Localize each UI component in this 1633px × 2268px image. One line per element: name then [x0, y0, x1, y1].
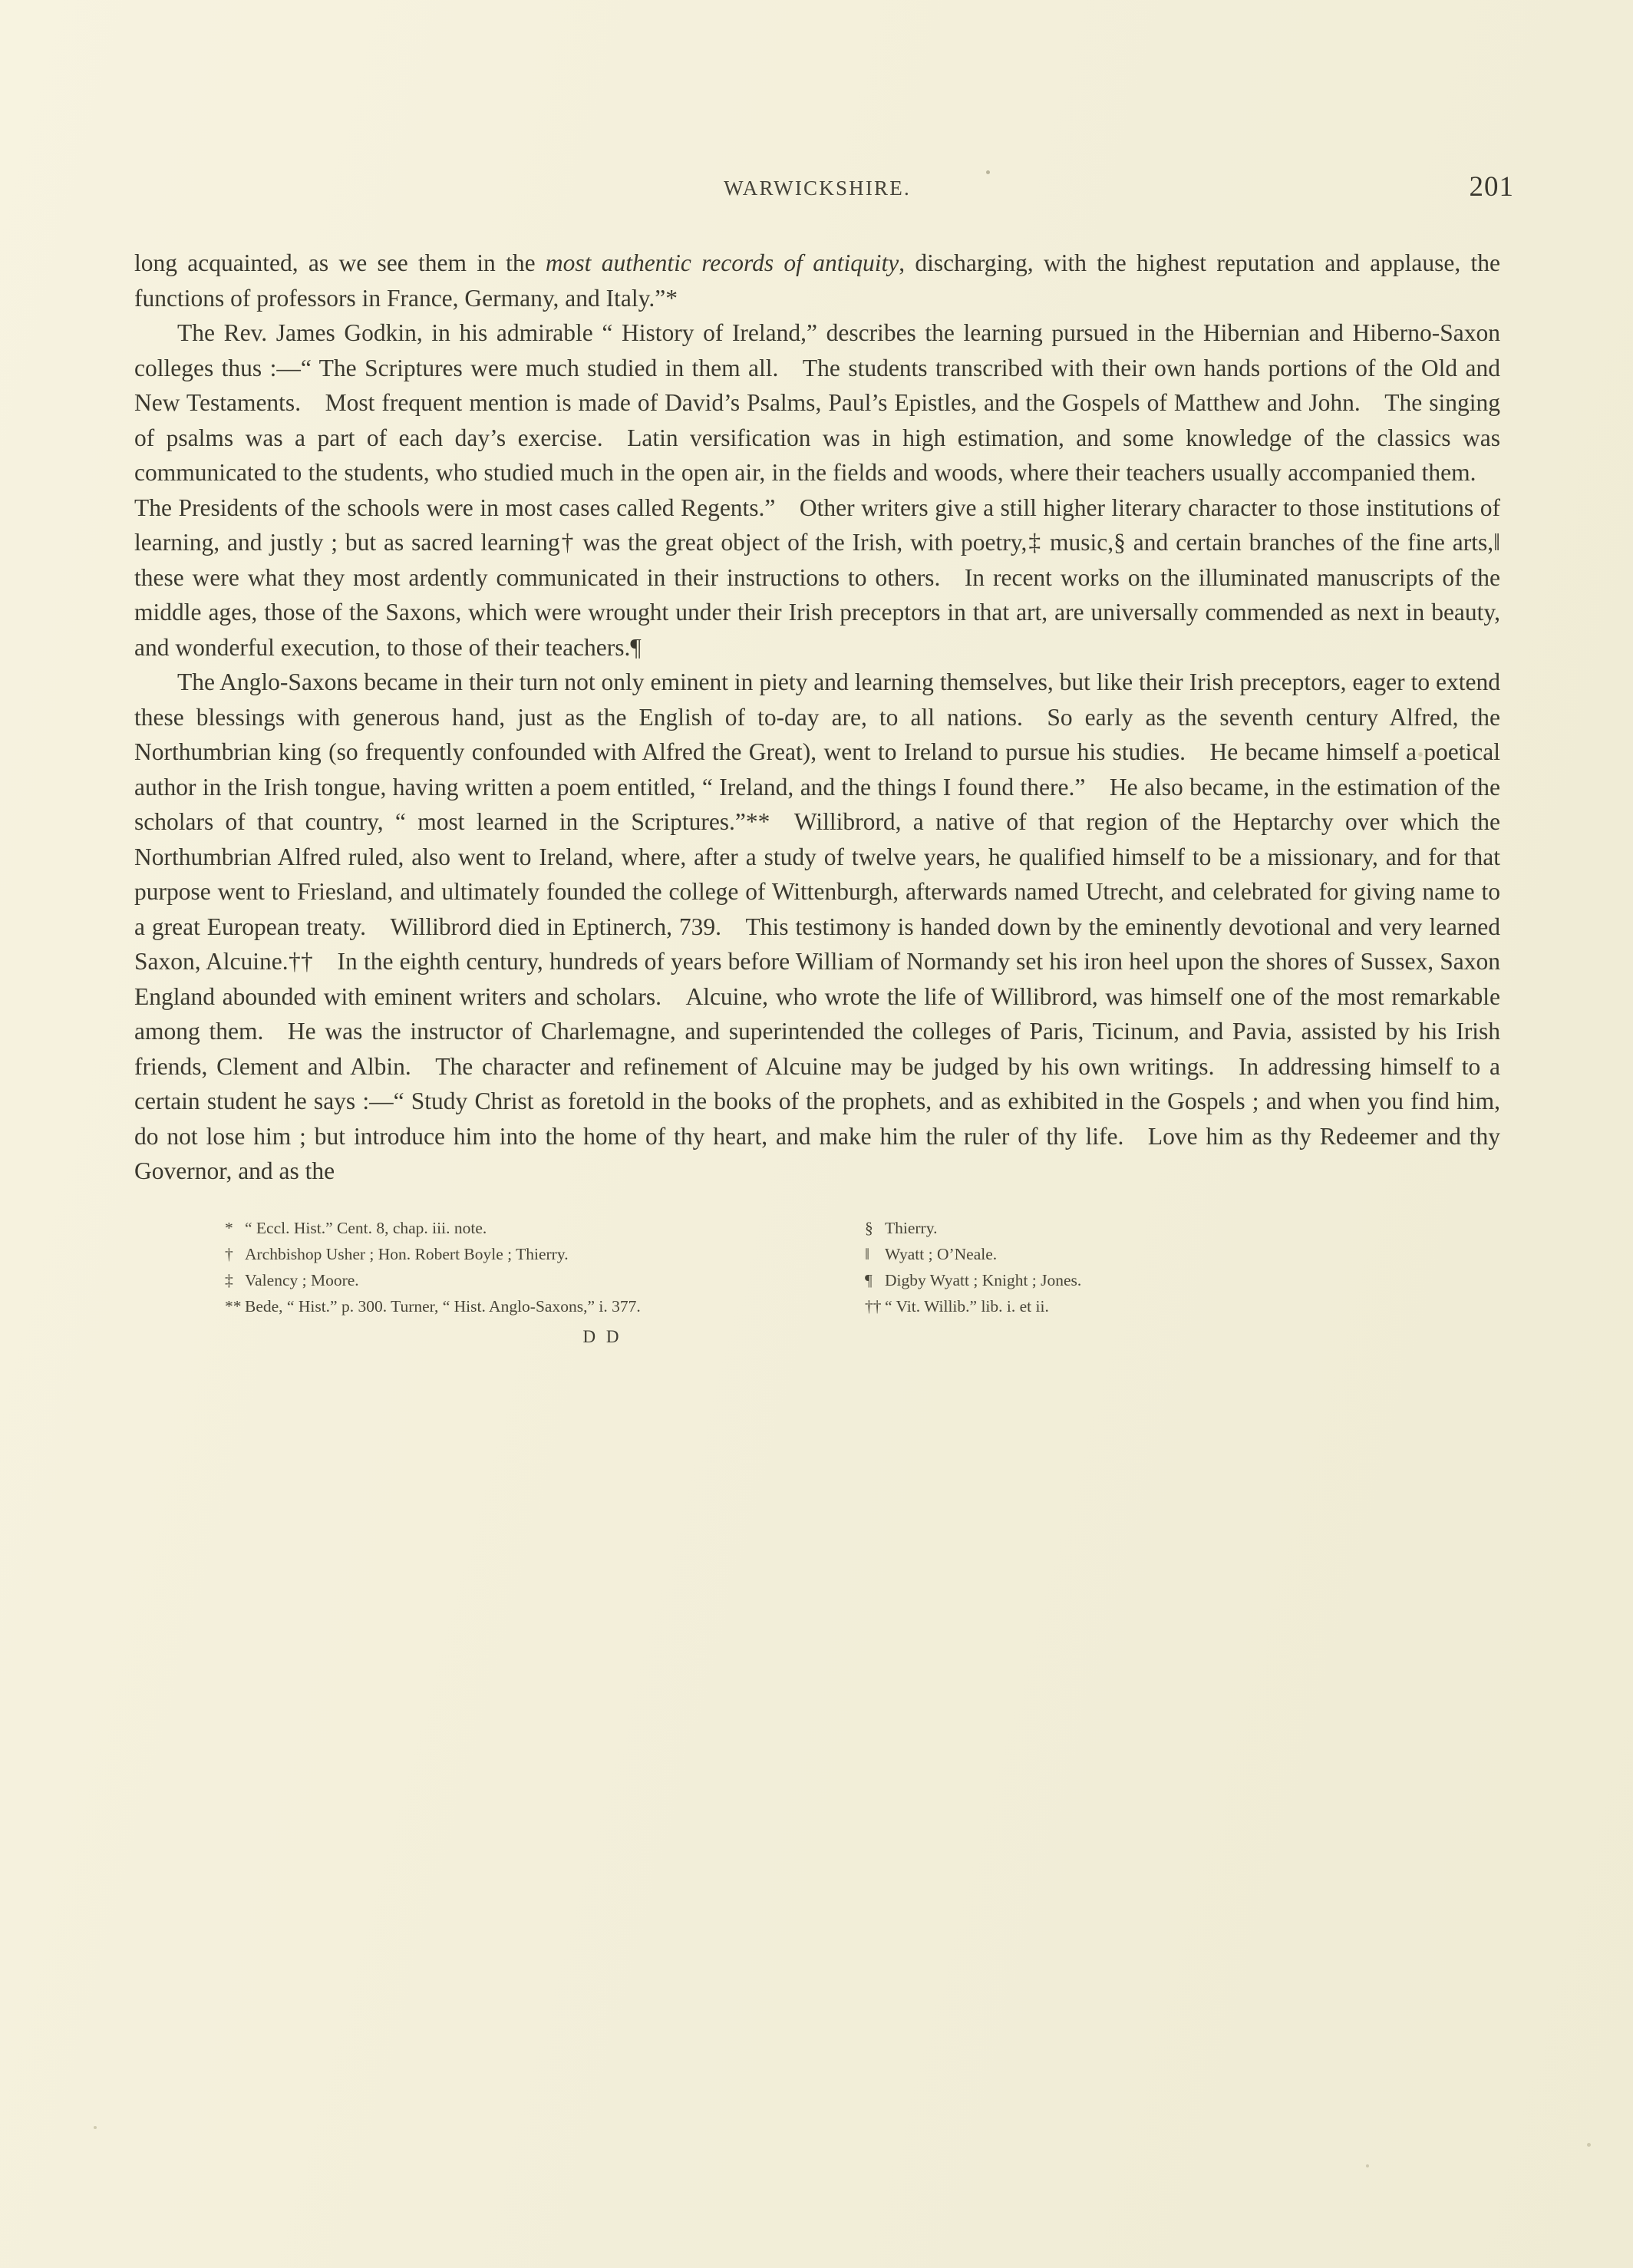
footnote-mark: ‡ — [225, 1270, 233, 1289]
page-header — [134, 171, 1514, 230]
footnotes — [134, 1215, 1500, 1319]
paragraph: The Anglo-Saxons became in their turn not only eminent in piety and learning themselves, but like their Irish preceptors, eager to extend these blessings with generous hand, just as the English of to-day are, to all nations. So early as the seventh century Alfred, the Northumbrian king (so frequently confounded with Alfred the Great), went to Ireland to pursue his studies. He became himself a poetical author in the Irish tongue, having written a poem entitled, “ Ireland, and the things I found there.” He also became, in the estimation of the scholars of that country, “ most learned in the Scriptures.”** Willibrord, a native of that region of the Heptarchy over which the Northumbrian Alfred ruled, also went to Ireland, where, after a study of twelve years, he qualified himself to be a missionary, and for that purpose went to Friesland, and ultimately founded the college of Wittenburgh, afterwards named Utrecht, and celebrated for giving name to a great European treaty. Willibrord died in Eptinerch, 739. This testimony is handed down by the eminently devotional and very learned Saxon, Alcuine.†† In the eighth century, hundreds of years before William of Normandy set his iron heel upon the shores of Sussex, Saxon England abounded with eminent writers and scholars. Alcuine, who wrote the life of Willibrord, was himself one of the most remarkable among them. He was the instructor of Charlemagne, and superintended the colleges of Paris, Ticinum, and Pavia, assisted by his Irish friends, Clement and Albin. The character and refinement of Alcuine may be judged by his own writings. In addressing himself to a certain student he says :—“ Study Christ as foretold in the books of the prophets, and as exhibited in the Gospels ; and when you find him, do not lose him ; but introduce him into the home of thy heart, and make him the ruler of thy life. Love him as thy Redeemer and thy Governor, and as the — [134, 669, 1500, 1184]
footnote-text: “ Vit. Willib.” lib. i. et ii. — [885, 1296, 1049, 1316]
footnote-item — [225, 1215, 817, 1241]
footnote-text: Digby Wyatt ; Knight ; Jones. — [885, 1270, 1082, 1289]
footnote-mark: § — [865, 1218, 873, 1237]
footnote-item — [865, 1267, 1500, 1293]
footnote-mark: ‖ — [865, 1244, 870, 1263]
signature-mark: D D — [582, 1326, 622, 1346]
paragraph: The Rev. James Godkin, in his admirable “ History of Ireland,” describes the learning pursued in the Hibernian and Hiberno-Saxon colleges thus :—“ The Scriptures were much studied in them all. The students transcribed with their own hands portions of the Old and New Testaments. Most frequent mention is made of David’s Psalms, Paul’s Epistles, and the Gospels of Matthew and John. The singing of psalms was a part of each day’s exercise. Latin versification was in high estimation, and some knowledge of the classics was communicated to the students, who studied much in the open air, in the fields and woods, where their teachers usually accompanied them. The Presidents of the schools were in most cases called Regents.” Other writers give a still higher literary character to those institutions of learning, and justly ; but as sacred learning† was the great object of the Irish, with poetry,‡ music,§ and certain branches of the fine arts,‖ these were what they most ardently communicated in their instructions to others. In recent works on the illuminated manuscripts of the middle ages, those of the Saxons, which were wrought under their Irish preceptors in that art, are universally commended as next in beauty, and wonderful execution, to those of their teachers.¶ — [134, 319, 1500, 661]
paper-speck — [94, 2126, 97, 2129]
footnote-mark: * — [225, 1218, 233, 1237]
footnote-item — [225, 1241, 817, 1267]
footnote-text: Bede, “ Hist.” p. 300. Turner, “ Hist. Anglo-Saxons,” i. 377. — [245, 1296, 641, 1316]
footnote-mark: ** — [225, 1296, 242, 1316]
footnote-item — [225, 1267, 817, 1293]
footnote-item — [865, 1241, 1500, 1267]
footnote-text: Thierry. — [885, 1218, 938, 1237]
body-text — [134, 246, 1500, 1189]
footnote-text: “ Eccl. Hist.” Cent. 8, chap. iii. note. — [245, 1218, 487, 1237]
footnote-mark: † — [225, 1244, 233, 1263]
footnote-column-left — [134, 1215, 817, 1319]
footnote-item — [865, 1293, 1500, 1319]
footnote-column-right — [817, 1215, 1500, 1319]
footnote-text: Valency ; Moore. — [245, 1270, 359, 1289]
footnote-separator — [134, 1189, 1500, 1215]
page-number: 201 — [1469, 171, 1514, 203]
footnote-mark: ¶ — [865, 1270, 873, 1289]
footnote-text: Wyatt ; O’Neale. — [885, 1244, 998, 1263]
paper-speck — [1366, 2164, 1369, 2167]
footnote-mark: †† — [865, 1296, 882, 1316]
paper-speck — [986, 170, 990, 174]
footnote-text: Archbishop Usher ; Hon. Robert Boyle ; Thierry. — [245, 1244, 569, 1263]
paper-speck — [1587, 2143, 1591, 2147]
footnote-item — [225, 1293, 817, 1319]
paragraph: long acquainted, as we see them in the most authentic records of antiquity, discharging, with the highest reputation and applause, the functions of professors in France, Germany, and Italy.”* — [134, 249, 1501, 312]
footnote-item — [865, 1215, 1500, 1241]
running-title: WARWICKSHIRE. — [724, 177, 911, 200]
